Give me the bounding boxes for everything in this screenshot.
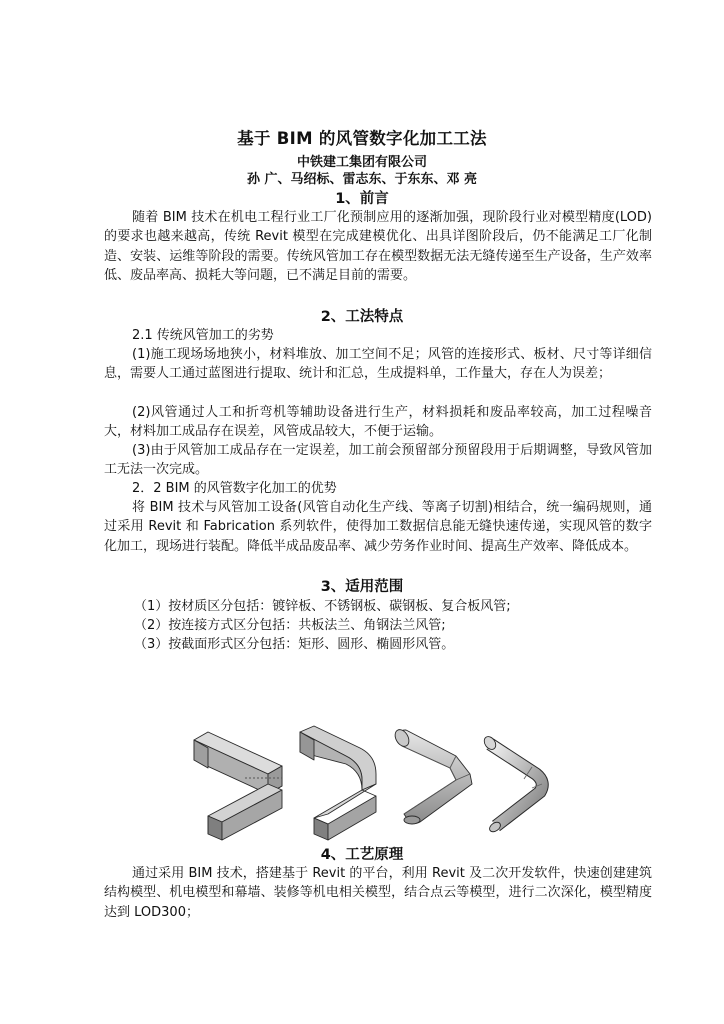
- organization-name: 中铁建工集团有限公司: [296, 155, 427, 170]
- section-3-heading: 3、适用范围: [320, 579, 404, 595]
- radius-elbow-duct-image: [300, 726, 376, 840]
- section-4-paragraph: 通过采用 BIM 技术，搭建基于 Revit 的平台，利用 Revit 及二次开发软件，快速创建建筑结构模型、机电模型和幕墙、装修等机电相关模型，结合点云等模型，进行二次深化，模型精度达到 LOD300；: [104, 866, 652, 920]
- scope-item-material: （1）按材质区分包括：镀锌板、不锈钢板、碳钢板、复合板风管;: [134, 599, 511, 614]
- section-1-heading: 1、前言: [335, 191, 389, 207]
- subsection-2-1-title: 2.1 传统风管加工的劣势: [132, 328, 274, 343]
- duct-elbow-figure: [190, 722, 570, 842]
- scope-item-section-shape: （3）按截面形式区分包括：矩形、圆形、椭圆形风管。: [134, 637, 455, 652]
- section-4-heading: 4、工艺原理: [320, 847, 404, 863]
- square-elbow-duct-image: [194, 732, 282, 840]
- section-2-item-1: (1)施工现场场地狭小，材料堆放、加工空间不足；风管的连接形式、板材、尺寸等详细信息，需要人工通过蓝图进行提取、统计和汇总，生成提料单，工作量大，存在人为误差；: [104, 347, 652, 382]
- segmented-elbow-duct-image: [392, 727, 472, 824]
- section-1-paragraph: 随着 BIM 技术在机电工程行业工厂化预制应用的逐渐加强，现阶段行业对模型精度(LOD)的要求也越来越高，传统 Revit 模型在完成建模优化、出具详图阶段后，仍不能满足工厂化制造、安装、运维等阶段的需要。传统风管加工存在模型数据无法无缝传递至生产设备，生产效率低、废品率高、损耗大等问题，已不满足目前的需要。: [104, 210, 652, 283]
- scope-item-connection: （2）按连接方式区分包括：共板法兰、角钢法兰风管;: [134, 618, 446, 633]
- subsection-2-2-title: 2．2 BIM 的风管数字化加工的优势: [132, 481, 337, 496]
- section-2-item-3: (3)由于风管加工成品存在一定误差，加工前会预留部分预留段用于后期调整，导致风管加工无法一次完成。: [104, 443, 652, 478]
- section-2-heading: 2、工法特点: [320, 309, 404, 325]
- section-2-advantage-paragraph: 将 BIM 技术与风管加工设备(风管自动化生产线、等离子切割)相结合，统一编码规则，通过采用 Revit 和 Fabrication 系列软件，使得加工数据信息能无缝快速传递，实现风管的数字化加工，现场进行装配。降低半成品废品率、减少劳务作业时间、提高生产效率、降低成本。: [104, 500, 652, 554]
- round-elbow-duct-image: [482, 734, 542, 833]
- author-list: 孙 广、马绍标、雷志东、于东东、邓 亮: [246, 172, 478, 187]
- section-2-item-2: (2)风管通过人工和折弯机等辅助设备进行生产，材料损耗和废品率较高，加工过程噪音大，材料加工成品存在误差，风管成品较大，不便于运输。: [104, 405, 652, 440]
- document-title: 基于 BIM 的风管数字化加工工法: [237, 129, 487, 148]
